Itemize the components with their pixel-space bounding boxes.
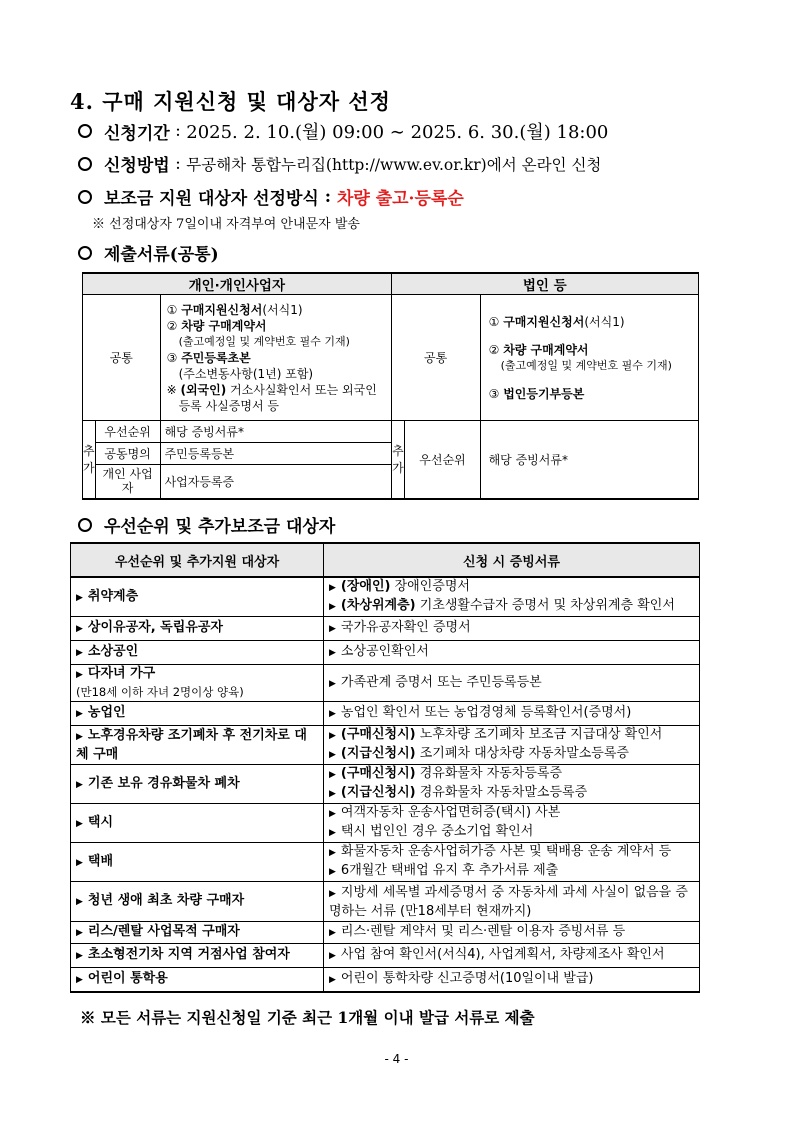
triangle-bullet-icon: ▶ <box>329 789 336 799</box>
doc-item-note: (출고예정일 및 계약번호 필수 기재) <box>178 334 350 348</box>
triangle-bullet-icon: ▶ <box>76 624 83 634</box>
priority-docs <box>324 804 700 843</box>
priority-docs <box>324 922 700 944</box>
priority-doc-item: ▶ (지급신청시) 경유화물차 자동차말소등록증 <box>329 785 588 800</box>
corporate-add-label: 추가 <box>391 421 405 499</box>
priority-doc-item: ▶ 지방세 세목별 과세증명서 중 자동차세 과세 사실이 없음을 증명하는 서류 (만18세부터 현재까지) <box>329 884 688 919</box>
priority-doc-item: ▶ 가족관계 증명서 또는 주민등록등본 <box>329 674 542 690</box>
period-sep: : <box>169 121 187 141</box>
priority-docs <box>324 577 700 617</box>
doc-item: ③ 법인등기부등본 <box>488 386 585 401</box>
priority-target: ▶ 택배 <box>71 843 324 882</box>
triangle-bullet-icon: ▶ <box>329 583 336 593</box>
header-individual: 개인·개인사업자 <box>83 273 392 295</box>
priority-row <box>71 577 700 617</box>
priority-row <box>71 665 700 702</box>
priority-docs <box>324 882 700 922</box>
priority-row <box>71 843 700 882</box>
priority-doc-item: ▶ 사업 참여 확인서(서식4), 사업계획서, 차량제조사 확인서 <box>329 947 665 962</box>
priority-doc-item: ▶ (차상위계층) 기초생활수급자 증명서 및 차상위계층 확인서 <box>329 598 675 613</box>
priority-doc-item: ▶ 리스·렌탈 계약서 및 리스·렌탈 이용자 증빙서류 등 <box>329 924 626 939</box>
selection-line <box>78 184 464 209</box>
priority-doc-item: ▶ 여객자동차 운송사업면허증(택시) 사본 <box>329 805 561 820</box>
priority-doc-item: ▶ (구매신청시) 경유화물차 자동차등록증 <box>329 766 563 781</box>
add-doc-priority: 해당 증빙서류* <box>160 421 391 443</box>
method-value: 무공해차 통합누리집(http://www.ev.or.kr)에서 온라인 신청 <box>186 155 602 174</box>
circle-bullet-icon <box>78 246 92 260</box>
priority-target: ▶ 택시 <box>71 804 324 843</box>
priority-docs <box>324 665 700 702</box>
priority-row <box>71 702 700 726</box>
triangle-bullet-icon: ▶ <box>329 928 336 938</box>
corporate-common-list <box>480 295 698 421</box>
priority-docs <box>324 843 700 882</box>
doc-item: ※ (외국인) 거소사실확인서 또는 외국인 <box>166 382 377 397</box>
doc-item: ② 차량 구매계약서 <box>166 318 267 333</box>
triangle-bullet-icon: ▶ <box>329 828 336 838</box>
priority-row <box>71 765 700 804</box>
triangle-bullet-icon: ▶ <box>76 974 83 985</box>
priority-doc-item: ▶ (장애인) 장애인증명서 <box>329 579 470 594</box>
doc-item: ① 구매지원신청서(서식1) <box>488 314 625 329</box>
triangle-bullet-icon: ▶ <box>76 592 83 603</box>
priority-doc-item: ▶ (구매신청시) 노후차량 조기폐차 보조금 지급대상 확인서 <box>329 727 663 742</box>
selection-sep: : <box>318 186 337 207</box>
priority-row <box>71 804 700 843</box>
priority-row <box>71 944 700 968</box>
priority-target: ▶ 다자녀 가구 (만18세 이하 자녀 2명이상 양육) <box>71 665 324 702</box>
doc-item: ③ 주민등록초본 <box>166 350 251 365</box>
selection-label: 보조금 지원 대상자 선정방식 <box>104 189 319 209</box>
add-label-joint: 공동명의 <box>95 443 160 465</box>
triangle-bullet-icon: ▶ <box>329 648 336 658</box>
header-corporate: 법인 등 <box>391 273 698 295</box>
triangle-bullet-icon: ▶ <box>76 779 83 790</box>
selection-note: ※ 선정대상자 7일이내 자격부여 안내문자 발송 <box>92 217 360 232</box>
triangle-bullet-icon: ▶ <box>329 848 336 858</box>
add-doc-business: 사업자등록증 <box>160 465 391 499</box>
triangle-bullet-icon: ▶ <box>76 670 83 680</box>
triangle-bullet-icon: ▶ <box>329 750 336 760</box>
priority-doc-item: ▶ 택시 법인인 경우 중소기업 확인서 <box>329 824 534 839</box>
individual-common-list <box>160 295 391 421</box>
circle-bullet-icon <box>78 157 92 171</box>
triangle-bullet-icon: ▶ <box>329 974 336 985</box>
triangle-bullet-icon: ▶ <box>329 602 336 612</box>
priority-docs <box>324 944 700 968</box>
corporate-add-priority-label: 우선순위 <box>405 421 480 499</box>
priority-docs <box>324 702 700 726</box>
individual-common-label: 공통 <box>83 295 161 421</box>
priority-doc-item: ▶ 화물자동차 운송사업허가증 사본 및 택배용 운송 계약서 등 <box>329 844 672 859</box>
priority-heading <box>78 512 335 537</box>
triangle-bullet-icon: ▶ <box>76 709 83 719</box>
period-line <box>78 118 608 144</box>
priority-target-note: (만18세 이하 자녀 2명이상 양육) <box>76 685 244 699</box>
triangle-bullet-icon: ▶ <box>76 897 83 907</box>
triangle-bullet-icon: ▶ <box>329 624 336 634</box>
circle-bullet-icon <box>78 190 92 204</box>
doc-item: ① 구매지원신청서(서식1) <box>166 302 303 317</box>
triangle-bullet-icon: ▶ <box>76 857 83 868</box>
method-line <box>78 151 601 176</box>
priority-docs <box>324 968 700 992</box>
priority-title: 우선순위 및 추가보조금 대상자 <box>104 517 336 537</box>
doc-item-note: (주소변동사항(1년) 포함) <box>178 366 314 381</box>
priority-docs <box>324 765 700 804</box>
triangle-bullet-icon: ▶ <box>76 818 83 829</box>
triangle-bullet-icon: ▶ <box>76 951 83 961</box>
priority-target: ▶ 기존 보유 경유화물차 폐차 <box>71 765 324 804</box>
doc-item-note: 등록 사실증명서 등 <box>178 398 279 413</box>
add-label-business: 개인 사업자 <box>95 465 160 499</box>
triangle-bullet-icon: ▶ <box>329 770 336 780</box>
triangle-bullet-icon: ▶ <box>76 928 83 938</box>
priority-target: ▶ 소상공인 <box>71 641 324 665</box>
section-title: 4. 구매 지원신청 및 대상자 선정 <box>70 89 391 114</box>
final-note: ※ 모든 서류는 지원신청일 기준 최근 1개월 이내 발급 서류로 제출 <box>80 1008 535 1027</box>
header-target: 우선순위 및 추가지원 대상자 <box>71 543 324 577</box>
priority-row <box>71 617 700 641</box>
priority-target: ▶ 청년 생애 최초 차량 구매자 <box>71 882 324 922</box>
triangle-bullet-icon: ▶ <box>76 732 83 742</box>
selection-value: 차량 출고·등록순 <box>336 189 464 209</box>
corporate-common-label: 공통 <box>391 295 480 421</box>
priority-target: ▶ 상이유공자, 독립유공자 <box>71 617 324 641</box>
priority-doc-item: ▶ 소상공인확인서 <box>329 644 429 659</box>
header-docs: 신청 시 증빙서류 <box>324 543 700 577</box>
add-doc-joint: 주민등록등본 <box>160 443 391 465</box>
priority-table <box>70 542 700 993</box>
priority-doc-item: ▶ 6개월간 택배업 유지 후 추가서류 제출 <box>329 863 559 878</box>
priority-docs <box>324 641 700 665</box>
triangle-bullet-icon: ▶ <box>329 731 336 741</box>
add-label-priority: 우선순위 <box>95 421 160 443</box>
triangle-bullet-icon: ▶ <box>329 867 336 877</box>
priority-target: ▶ 취약계층 <box>71 577 324 617</box>
documents-table <box>82 272 699 500</box>
circle-bullet-icon <box>78 124 92 138</box>
priority-doc-item: ▶ 어린이 통학차량 신고증명서(10일이내 발급) <box>329 970 594 986</box>
individual-add-label: 추가 <box>83 421 96 499</box>
priority-row <box>71 968 700 992</box>
corporate-add-doc: 해당 증빙서류* <box>480 421 698 499</box>
docs-heading <box>78 240 219 265</box>
doc-item: ② 차량 구매계약서 <box>488 342 589 357</box>
triangle-bullet-icon: ▶ <box>76 648 83 658</box>
triangle-bullet-icon: ▶ <box>329 809 336 819</box>
period-label: 신청기간 <box>104 123 170 144</box>
priority-doc-item: ▶ 농업인 확인서 또는 농업경영체 등록확인서(증명서) <box>329 705 632 720</box>
triangle-bullet-icon: ▶ <box>329 888 336 899</box>
triangle-bullet-icon: ▶ <box>329 678 336 689</box>
priority-row <box>71 882 700 922</box>
priority-docs <box>324 726 700 765</box>
triangle-bullet-icon: ▶ <box>329 951 336 961</box>
period-value: 2025. 2. 10.(월) 09:00 ∼ 2025. 6. 30.(월) 18:00 <box>186 122 609 143</box>
method-sep: : <box>169 153 187 174</box>
priority-row <box>71 922 700 944</box>
priority-doc-item: ▶ 국가유공자확인 증명서 <box>329 620 471 635</box>
priority-doc-item: ▶ (지급신청시) 조기폐차 대상차량 자동차말소등록증 <box>329 746 629 761</box>
triangle-bullet-icon: ▶ <box>329 709 336 719</box>
doc-item-note: (출고예정일 및 계약번호 필수 기재) <box>500 358 672 372</box>
priority-target: ▶ 어린이 통학용 <box>71 968 324 992</box>
priority-row <box>71 726 700 765</box>
page-number: - 4 - <box>384 1052 409 1066</box>
docs-title: 제출서류(공통) <box>104 245 219 265</box>
priority-docs <box>324 617 700 641</box>
circle-bullet-icon <box>78 518 92 532</box>
priority-row <box>71 641 700 665</box>
priority-target: ▶ 농업인 <box>71 702 324 726</box>
priority-target: ▶ 노후경유차량 조기폐차 후 전기차로 대체 구매 <box>71 726 324 765</box>
method-label: 신청방법 <box>104 156 170 176</box>
priority-target: ▶ 초소형전기차 지역 거점사업 참여자 <box>71 944 324 968</box>
priority-target: ▶ 리스/렌탈 사업목적 구매자 <box>71 922 324 944</box>
